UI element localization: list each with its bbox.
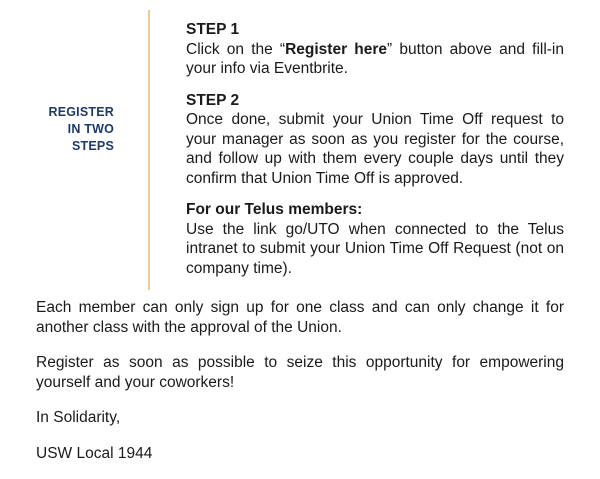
- class-change-paragraph: Each member can only sign up for one class and can only change it for another class with the approval of the Union.: [36, 299, 564, 336]
- side-label-line-2: IN TWO: [67, 122, 114, 136]
- step-2: [186, 91, 564, 189]
- vertical-divider: [148, 10, 150, 290]
- side-label-line-3: STEPS: [72, 139, 114, 153]
- register-here-text: Register here: [285, 40, 388, 58]
- step-1: [186, 20, 564, 79]
- register-soon-paragraph: Register as soon as possible to seize this opportunity for empowering yourself and your coworkers!: [36, 354, 564, 391]
- step-1-text-after: ” button above and fill-in your info via Eventbrite.: [186, 40, 564, 77]
- register-in-two-steps-label: [30, 104, 114, 155]
- telus-heading: For our Telus members:: [186, 201, 363, 218]
- telus-text: Use the link go/UTO when connected to the Telus intranet to submit your Union Time Off Request (not on company time).: [186, 220, 564, 277]
- step-1-heading: STEP 1: [186, 21, 240, 38]
- steps-section: [186, 20, 564, 290]
- footer-section: [36, 298, 564, 479]
- closing-text: In Solidarity,: [36, 409, 121, 426]
- step-1-text-before: Click on the “: [186, 40, 286, 58]
- step-2-text: Once done, submit your Union Time Off request to your manager as soon as you register for the course, and follow up with them every couple days until they confirm that Union Time Off is approved.: [186, 111, 564, 187]
- telus-members: [186, 200, 564, 278]
- step-1-text: [186, 40, 564, 79]
- side-label-line-1: REGISTER: [48, 105, 114, 119]
- signature-text: USW Local 1944: [36, 444, 153, 462]
- step-2-heading: STEP 2: [186, 91, 240, 109]
